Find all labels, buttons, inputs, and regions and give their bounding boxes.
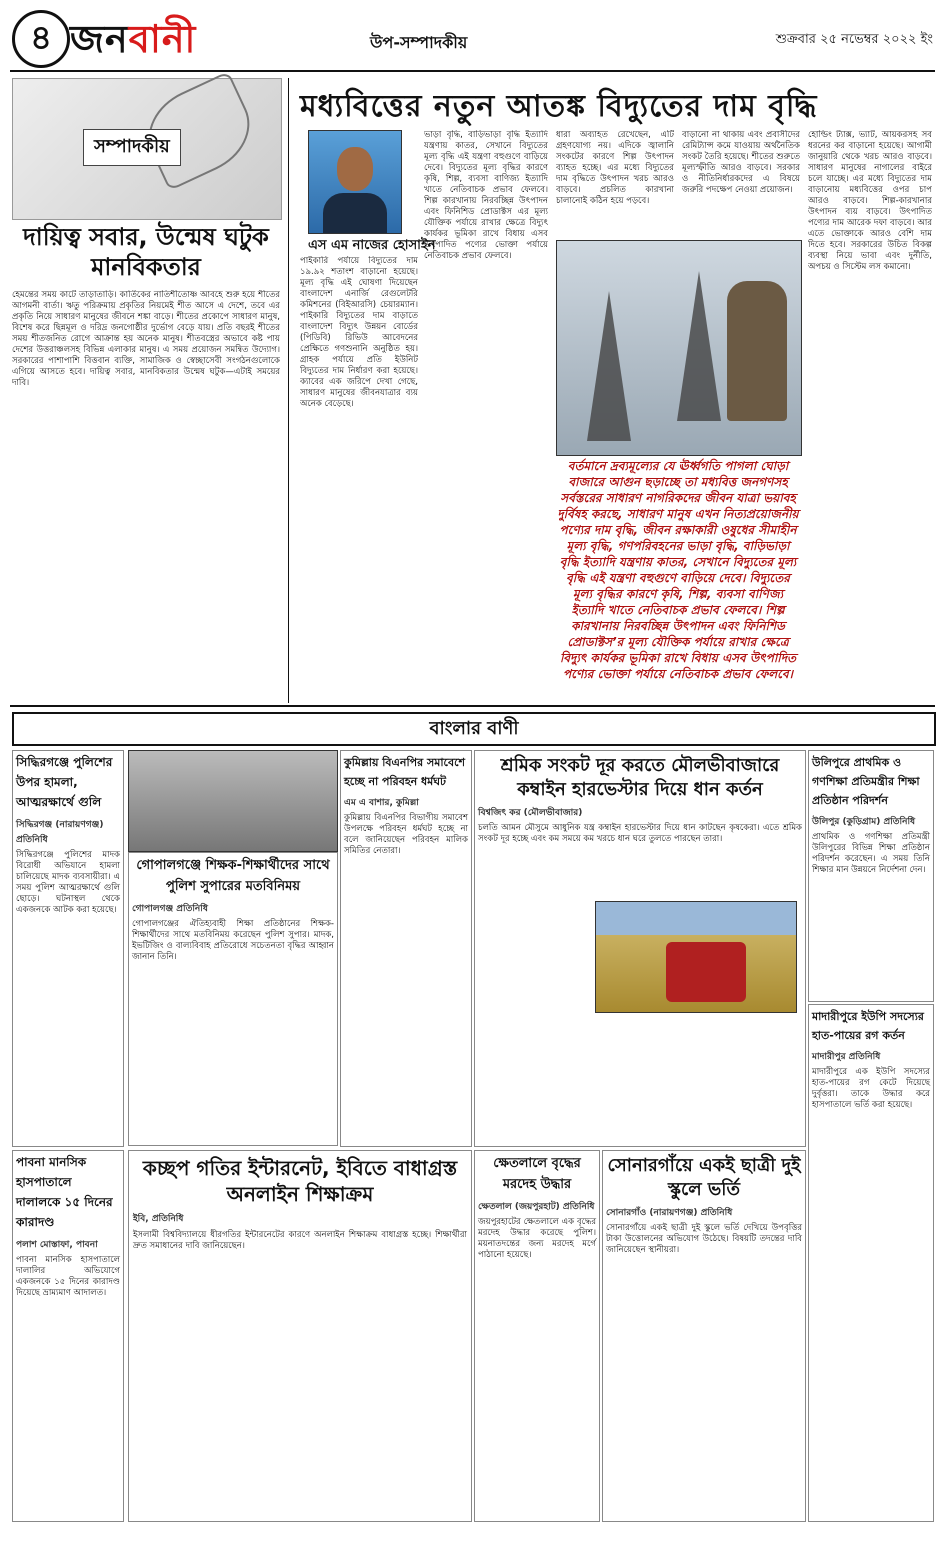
article-column-1: পাইকারি পর্যায়ে বিদ্যুতের দাম ১৯.৯২ শতাংশ বাড়ানো হয়েছে। মূল্য বৃদ্ধি এই ঘোষণা দিয়েছেন বাংলাদেশ এনার্জি রেগুলেটরি কমিশনের (বিইআরসি) চেয়ারম্যান। পাইকারি বিদ্যুতের দাম বাড়াতে বাংলাদেশ বিদ্যুৎ উন্নয়ন বোর্ডের (পিডিবি) রিভিউ আবেদনের প্রেক্ষিতে গণশুনানি অনুষ্ঠিত হয়। গ্রাহক পর্যায়ে প্রতি ইউনিট বিদ্যুতের দাম নির্ধারণ করা হয়েছে। ক্যাবের এক জরিপে দেখা গেছে, সাধারণ মানুষের জীবনযাত্রার ব্যয় অনেক বেড়েছে। [300, 256, 418, 409]
editorial-illustration [12, 78, 282, 220]
news-byline: উলিপুর (কুড়িগ্রাম) প্রতিনিধি [812, 817, 916, 827]
logo-part1: জন [70, 17, 129, 61]
news-byline: এম এ বাশার, কুমিল্লা [344, 798, 419, 808]
news-headline: কচ্ছপ গতির ইন্টারনেট, ইবিতে বাধাগ্রস্ত অনলাইন শিক্ষাক্রম [142, 1156, 458, 1206]
article-column-2: ভাড়া বৃদ্ধি, বাড়িভাড়া বৃদ্ধি ইত্যাদি যন্ত্রণায় কাতর, সেখানে বিদ্যুতের মূল্য বৃদ্ধি এই যন্ত্রণা বহুগুণে বাড়িয়ে দেবে। বিদ্যুতের মূল্য বৃদ্ধির কারণে কৃষি, শিল্প, ব্যবসা বাণিজ্য ইত্যাদি খাতে নেতিবাচক প্রভাব ফেলবে। শিল্প কারখানায় নিরবচ্ছিন্ন উৎপাদন এবং ফিনিশিড প্রোডাক্টস এর মূল্য যৌক্তিক পর্যায়ে রাখার ক্ষেত্রে বিদ্যুৎ কার্যকর ভূমিকা রাখে বিধায় এসব উৎপাদিত পণ্যের ভোক্তা পর্যায়ে নেতিবাচক প্রভাব ফেলবে। [424, 130, 548, 261]
author-name: এস এম নাজের হোসাইন [308, 238, 436, 253]
section-banner: বাংলার বাণী [12, 712, 936, 746]
news-body: ইসলামী বিশ্ববিদ্যালয়ে ধীরগতির ইন্টারনেটের কারণে অনলাইন শিক্ষাক্রম বাধাগ্রস্ত হচ্ছে। শিক্ষার্থীরা দ্রুত সমাধানের দাবি জানিয়েছেন। [133, 1230, 467, 1251]
news-headline: উলিপুরে প্রাথমিক ও গণশিক্ষা প্রতিমন্ত্রীর শিক্ষা প্রতিষ্ঠান পরিদর্শন [812, 756, 920, 807]
news-photo-meeting [128, 750, 338, 852]
news-body: গোপালগঞ্জের ঐতিহ্যবাহী শিক্ষা প্রতিষ্ঠানের শিক্ষক-শিক্ষার্থীদের সাথে মতবিনিময় করেছেন পুলিশ সুপার। মাদক, ইভটিজিং ও বাল্যবিবাহ প্রতিরোধে সচেতনতা বৃদ্ধির আহ্বান জানান তিনি। [132, 919, 334, 962]
logo-part2: বানী [128, 17, 197, 61]
issue-date: শুক্রবার ২৫ নভেম্বর ২০২২ ইং [775, 32, 933, 47]
newspaper-logo [70, 10, 196, 74]
news-body: সোনারগাঁয়ে একই ছাত্রী দুই স্কুলে ভর্তি দেখিয়ে উপবৃত্তির টাকা উত্তোলনের অভিযোগ উঠেছে। বিষয়টি তদন্তের দাবি জানিয়েছেন স্থানীয়রা। [606, 1223, 802, 1255]
news-headline: কুমিল্লায় বিএনপির সমাবেশে হচ্ছে না পরিবহন ধর্মঘট [344, 756, 466, 788]
news-headline: শ্রমিক সংকট দূর করতে মৌলভীবাজারে কম্বাইন হারভেস্টার দিয়ে ধান কর্তন [500, 755, 780, 800]
editorial-body: হেমন্তের সময় কাটে তাড়াতাড়ি। কার্তিকের নাতিশীতোষ্ণ আবহে শুরু হয়ে শীতের আগমনী বার্তা। ঋতু পরিক্রমায় প্রকৃতির নিয়মেই শীত আসে এ দেশে, তবে এর প্রকৃতি নিয়ে সাধারণ মানুষের জীবনে শঙ্কা বাড়ে। শীতের প্রকোপে সাধারণ মানুষ, বিশেষ করে ছিন্নমূল ও দরিদ্র জনগোষ্ঠীর দুর্ভোগ বেড়ে যায়। প্রতি বছরই শীতের সময় শীতজনিত রোগে আক্রান্ত হয় অনেক মানুষ। শীতবস্ত্রের অভাবে কষ্ট পায় দেশের উত্তরাঞ্চলসহ বিভিন্ন এলাকার মানুষ। এ সময় প্রয়োজন সমন্বিত উদ্যোগ। সরকারের পাশাপাশি বিত্তবান ব্যক্তি, সামাজিক ও স্বেচ্ছাসেবী সংগঠনগুলোকে এগিয়ে আসতে হবে। দায়িত্ব সবার, মানবিকতার উন্মেষ ঘটুক—এটাই সময়ের দাবি। [12, 290, 280, 388]
editorial-label: সম্পাদকীয় [83, 129, 181, 166]
news-item [602, 1150, 806, 1522]
article-column-3: ধারা অব্যাহত রেখেছেন, এটি গ্রহণযোগ্য নয়। এদিকে জ্বালানি সংকটের কারণে শিল্প উৎপাদন ব্যাহত হচ্ছে। এর মধ্যে বিদ্যুতের দাম বৃদ্ধিতে উৎপাদন খরচ আরও বাড়বে। প্রচলিত কারখানা চালানোই কঠিন হয়ে পড়বে। [556, 130, 674, 206]
harvester-photo [595, 901, 797, 1013]
news-item [12, 1150, 124, 1522]
news-body: জয়পুরহাটের ক্ষেতলালে এক বৃদ্ধের মরদেহ উদ্ধার করেছে পুলিশ। ময়নাতদন্তের জন্য মরদেহ মর্গে পাঠানো হয়েছে। [478, 1217, 596, 1260]
news-item [808, 750, 934, 1002]
news-byline: সিদ্ধিরগঞ্জ (নারায়ণগঞ্জ) প্রতিনিধি [16, 820, 104, 845]
news-item [12, 750, 124, 1147]
news-item [340, 750, 472, 1147]
news-byline: ক্ষেতলাল (জয়পুরহাট) প্রতিনিধি [478, 1202, 595, 1212]
news-body: সিদ্ধিরগঞ্জে পুলিশের মাদক বিরোধী অভিযানে হামলা চালিয়েছে মাদক ব্যবসায়ীরা। এ সময় পুলিশ আত্মরক্ষার্থে গুলি ছোড়ে। ঘটনাস্থল থেকে একজনকে আটক করা হয়েছে। [16, 850, 120, 915]
author-photo [308, 130, 402, 234]
news-body: প্রাথমিক ও গণশিক্ষা প্রতিমন্ত্রী উলিপুরের বিভিন্ন শিক্ষা প্রতিষ্ঠান পরিদর্শন করেছেন। এ সময় তিনি শিক্ষার মান উন্নয়নে নির্দেশনা দেন। [812, 832, 930, 875]
news-item [474, 750, 806, 1147]
news-body: কুমিল্লায় বিএনপির বিভাগীয় সমাবেশ উপলক্ষে পরিবহন ধর্মঘট হচ্ছে না বলে জানিয়েছেন পরিবহন মালিক সমিতির নেতারা। [344, 813, 468, 856]
news-byline: ইবি, প্রতিনিধি [133, 1214, 184, 1224]
masthead-divider [10, 70, 935, 72]
news-body: পাবনা মানসিক হাসপাতালে দালালির অভিযোগে একজনকে ১৫ দিনের কারাদণ্ড দিয়েছে ভ্রাম্যমাণ আদালত। [16, 1255, 120, 1298]
article-column-5: হোল্ডিং ট্যাক্স, ভ্যাট, আয়করসহ সব ধরনের কর বাড়ানো হয়েছে। আগামী জানুয়ারি থেকে খরচ আরও বাড়বে। সাধারণ মানুষের নাগালের বাইরে চলে যাচ্ছে। এর মধ্যে বিদ্যুতের দাম বাড়ানোয় মধ্যবিত্তের ওপর চাপ আরও বাড়বে। শিল্প-কারখানার উৎপাদন ব্যয় বাড়বে। উৎপাদিত পণ্যের দাম আরেক দফা বাড়বে। আর এতে ভোক্তাকে আরও বেশি দাম দিতে হবে। সরকারের উচিত বিকল্প ব্যবস্থা নিয়ে ভাবা এবং দুর্নীতি, অপচয় ও সিস্টেম লস কমানো। [808, 130, 932, 272]
news-byline: পলাশ মোস্তাফা, পাবনা [16, 1240, 98, 1250]
pull-quote: বর্তমানে দ্রব্যমূল্যের যে ঊর্ধ্বগতি পাগলা ঘোড়া বাজারে আগুন ছড়াচ্ছে তা মধ্যবিত্ত জনগণসহ সর্বস্তরের সাধারণ নাগরিকদের জীবন যাত্রা ভয়াবহ দুর্বিষহ করছে, সাধারণ মানুষ এখন নিত্যপ্রয়োজনীয় পণ্যের দাম বৃদ্ধি, জীবন রক্ষাকারী ওষুধের সীমাহীন মূল্য বৃদ্ধি, গণপরিবহনের ভাড়া বৃদ্ধি, বাড়িভাড়া বৃদ্ধি ইত্যাদি যন্ত্রণায় কাতর, সেখানে বিদ্যুতের মূল্য বৃদ্ধি এই যন্ত্রণা বহুগুণে বাড়িয়ে দেবে। বিদ্যুতের মূল্য বৃদ্ধির কারণে কৃষি, শিল্প, ব্যবসা বাণিজ্য ইত্যাদি খাতে নেতিবাচক প্রভাব ফেলবে। শিল্প কারখানায় নিরবচ্ছিন্ন উৎপাদন এবং ফিনিশিড প্রোডাক্টস’র মূল্য যৌক্তিক পর্যায়ে রাখার ক্ষেত্রে বিদ্যুৎ কার্যকর ভূমিকা রাখে বিধায় এসব উৎপাদিত পণ্যের ভোক্তা পর্যায়ে নেতিবাচক প্রভাব ফেলবে। [557, 459, 799, 681]
news-headline: গোপালগঞ্জে শিক্ষক-শিক্ষার্থীদের সাথে পুলিশ সুপারের মতবিনিময় [136, 858, 330, 894]
news-byline: সোনারগাঁও (নারায়ণগঞ্জ) প্রতিনিধি [606, 1208, 733, 1218]
news-byline: মাদারীপুর প্রতিনিধি [812, 1052, 881, 1062]
masthead [0, 0, 945, 72]
news-headline: সিদ্ধিরগঞ্জে পুলিশের উপর হামলা, আত্মরক্ষার্থে গুলি [16, 755, 113, 809]
news-item [808, 1004, 934, 1522]
editorial-title: দায়িত্ব সবার, উন্মেষ ঘটুক মানবিকতার [23, 223, 269, 281]
section-divider [10, 705, 935, 707]
news-body: চলতি আমন মৌসুমে আধুনিক যন্ত্র কম্বাইন হারভেস্টার দিয়ে ধান কাটছেন কৃষকেরা। এতে শ্রমিক সংকট দূর হচ্ছে এবং কম সময়ে কম খরচে ধান ঘরে তুলতে পারছেন তারা। [478, 823, 802, 844]
article-column-4: বাড়ানো না থাকায় এবং প্রবাসীদের রেমিট্যান্স কমে যাওয়ায় অর্থনৈতিক সংকট তৈরি হয়েছে। শীতের শুরুতে মূল্যস্ফীতি আরও বাড়বে। সরকার ও নীতিনির্ধারকদের এ বিষয়ে জরুরি পদক্ষেপ নেওয়া প্রয়োজন। [682, 130, 800, 195]
news-headline: ক্ষেতলালে বৃদ্ধের মরদেহ উদ্ধার [493, 1156, 581, 1192]
page-number: ৪ [12, 10, 70, 68]
news-item [128, 1150, 472, 1522]
main-article-title: মধ্যবিত্তের নতুন আতঙ্ক বিদ্যুতের দাম বৃদ্ধি [300, 89, 818, 124]
news-byline: বিশ্বজিৎ কর (মৌলভীবাজার) [478, 808, 583, 818]
news-headline: মাদারীপুরে ইউপি সদস্যের হাত-পায়ের রগ কর্তন [812, 1010, 924, 1042]
section-label: উপ-সম্পাদকীয় [370, 33, 468, 52]
news-body: মাদারীপুরে এক ইউপি সদস্যের হাত-পায়ের রগ কেটে দিয়েছে দুর্বৃত্তরা। তাকে উদ্ধার করে হাসপাতালে ভর্তি করা হয়েছে। [812, 1067, 930, 1110]
power-tower-photo [556, 240, 802, 456]
news-item [474, 1150, 600, 1522]
column-divider [288, 78, 289, 703]
news-item [128, 852, 338, 1146]
news-byline: গোপালগঞ্জ প্রতিনিধি [132, 904, 208, 914]
news-headline: পাবনা মানসিক হাসপাতালে দালালকে ১৫ দিনের কারাদণ্ড [16, 1155, 113, 1229]
news-headline: সোনারগাঁয়ে একই ছাত্রী দুই স্কুলে ভর্তি [607, 1155, 801, 1200]
